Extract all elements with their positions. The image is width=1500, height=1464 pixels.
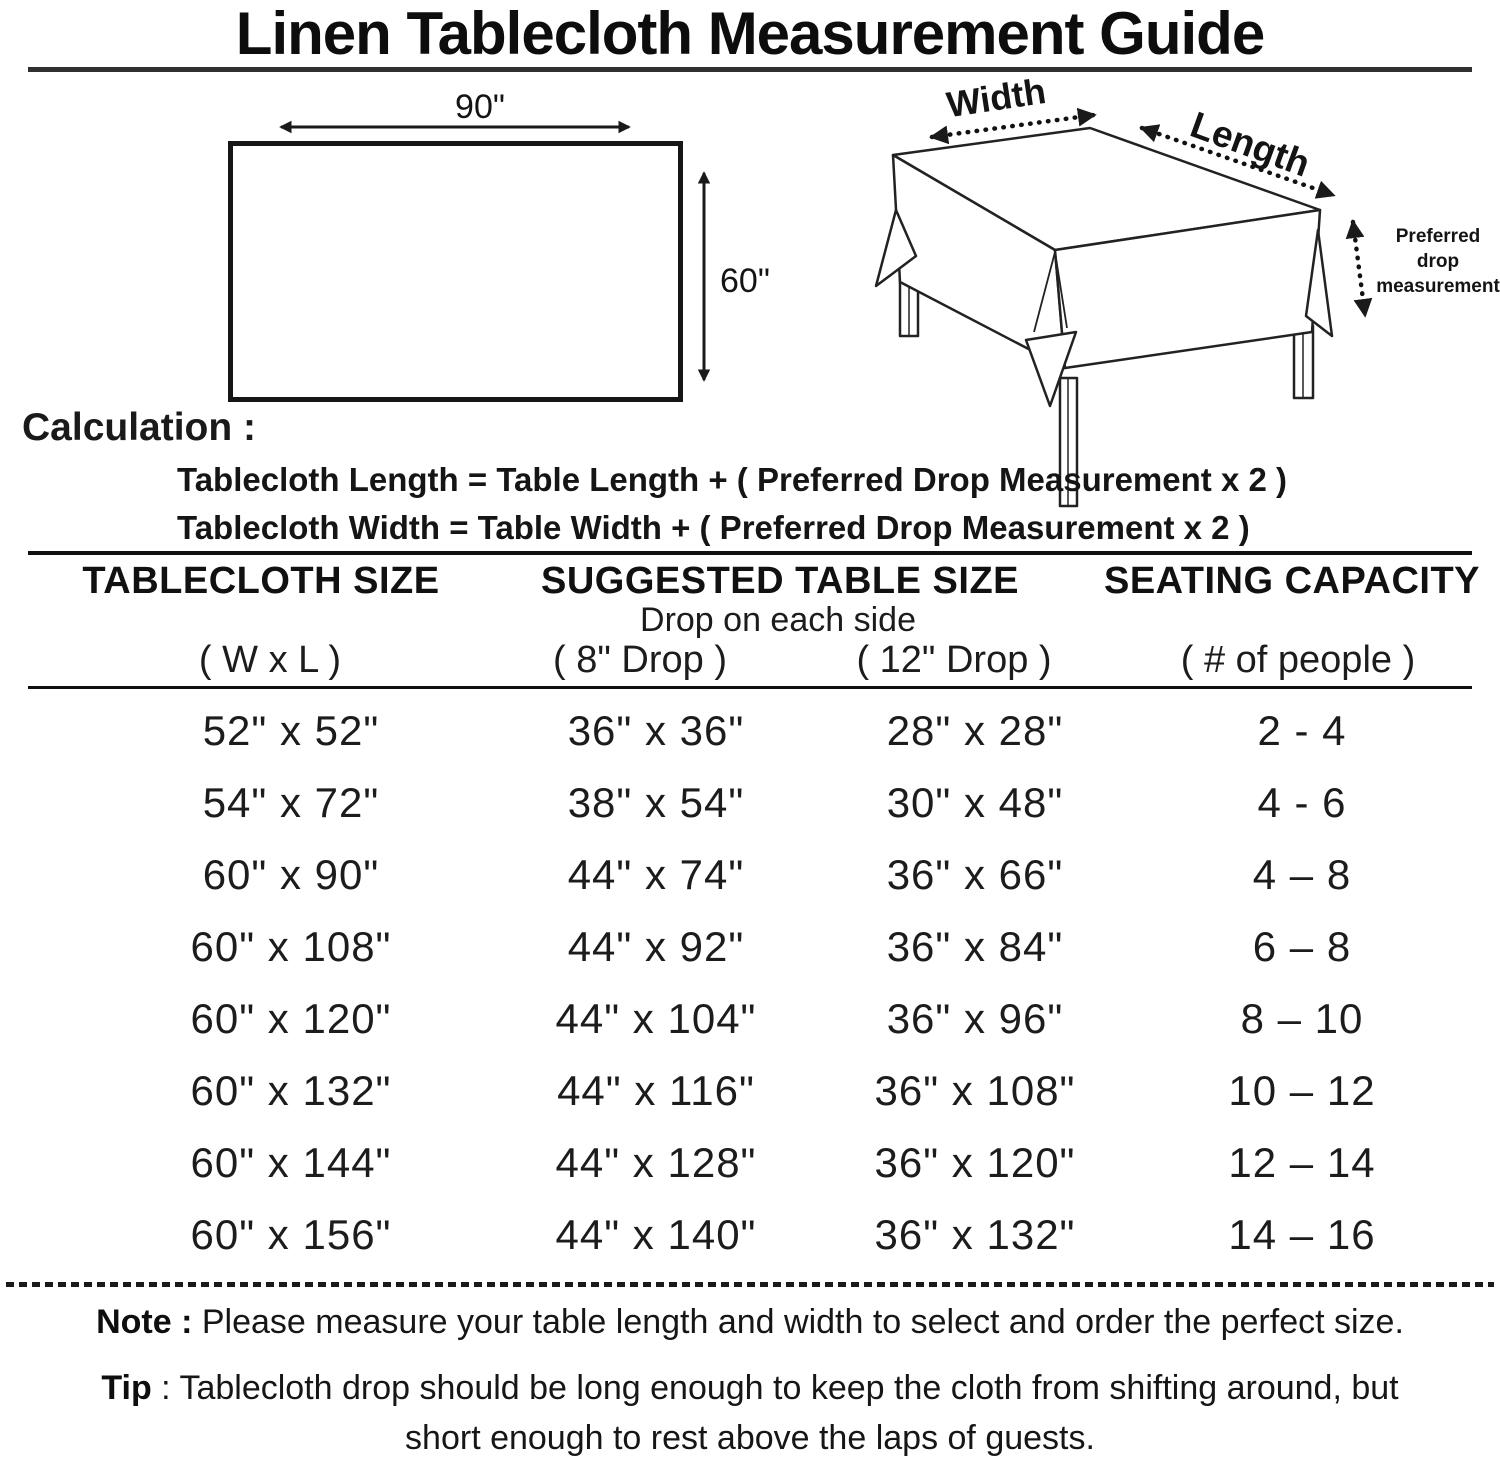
tip-text-1: : Tablecloth drop should be long enough to keep the cloth from shifting around, but [151, 1369, 1399, 1407]
size-table-body [0, 695, 1500, 1271]
table-row [0, 983, 1500, 1055]
cell-table-size-12drop: 30" x 48" [886, 779, 1064, 826]
header-drop-note: Drop on each side [640, 601, 916, 639]
drop-dotted-arrow-icon [1353, 222, 1365, 315]
subheader-wxl: ( W x L ) [198, 639, 342, 681]
cell-table-size-8drop: 44" x 116" [557, 1067, 755, 1114]
cell-seating: 6 – 8 [1252, 923, 1352, 970]
cell-seating: 12 – 14 [1228, 1139, 1376, 1186]
cell-table-size-8drop: 44" x 140" [555, 1211, 757, 1258]
tablecloth-rectangle [231, 144, 681, 400]
cell-table-size-8drop: 36" x 36" [567, 707, 745, 754]
cell-table-size-12drop: 36" x 84" [886, 923, 1064, 970]
note-label: Note : [96, 1303, 193, 1341]
cell-tablecloth-size: 52" x 52" [202, 707, 380, 754]
cell-seating: 8 – 10 [1240, 995, 1364, 1042]
flat-tablecloth-diagram [180, 80, 800, 420]
cell-table-size-12drop: 28" x 28" [886, 707, 1064, 754]
cell-tablecloth-size: 60" x 144" [190, 1139, 392, 1186]
cell-seating: 10 – 12 [1228, 1067, 1376, 1114]
table-row [0, 1055, 1500, 1127]
subheader-8-drop: ( 8" Drop ) [553, 639, 727, 681]
length-formula: Tablecloth Length = Table Length + ( Preferred Drop Measurement x 2 ) [177, 461, 1287, 498]
cell-table-size-12drop: 36" x 120" [874, 1139, 1076, 1186]
cell-table-size-12drop: 36" x 96" [886, 995, 1064, 1042]
cell-tablecloth-size: 54" x 72" [202, 779, 380, 826]
header-bottom-divider [28, 686, 1472, 689]
tip-line-2 [0, 1419, 1500, 1458]
calculation-heading: Calculation : [22, 406, 257, 449]
cell-seating: 14 – 16 [1228, 1211, 1376, 1258]
subheader-people: ( # of people ) [1180, 639, 1416, 681]
svg-text:drop: drop [1416, 251, 1460, 272]
table-row [0, 1199, 1500, 1271]
header-tablecloth-size: TABLECLOTH SIZE [82, 560, 440, 602]
cell-table-size-12drop: 36" x 108" [874, 1067, 1076, 1114]
svg-text:measurement: measurement [1376, 276, 1500, 297]
cell-tablecloth-size: 60" x 132" [190, 1067, 392, 1114]
cell-tablecloth-size: 60" x 90" [202, 851, 380, 898]
cell-table-size-8drop: 44" x 128" [555, 1139, 757, 1186]
note-text: Please measure your table length and width to select and order the perfect size. [192, 1303, 1404, 1341]
table-row [0, 767, 1500, 839]
cell-seating: 2 - 4 [1257, 707, 1347, 754]
note-line [0, 1303, 1500, 1342]
header-suggested-table-size: SUGGESTED TABLE SIZE [540, 560, 1020, 602]
page-title: Linen Tablecloth Measurement Guide [235, 0, 1265, 67]
subheader-12-drop: ( 12" Drop ) [856, 639, 1052, 681]
cell-seating: 4 - 6 [1257, 779, 1347, 826]
tip-line-1 [0, 1369, 1500, 1408]
table-row [0, 695, 1500, 767]
length-label: Length [1185, 103, 1316, 185]
cell-tablecloth-size: 60" x 120" [190, 995, 392, 1042]
cell-table-size-12drop: 36" x 66" [886, 851, 1064, 898]
cell-table-size-8drop: 44" x 74" [567, 851, 745, 898]
flat-width-value: 90" [455, 88, 505, 126]
flat-height-value: 60" [720, 262, 770, 300]
tip-label: Tip [101, 1369, 152, 1407]
cell-table-size-8drop: 38" x 54" [567, 779, 745, 826]
footer-dashed-divider [6, 1282, 1494, 1287]
cell-tablecloth-size: 60" x 108" [190, 923, 392, 970]
cell-table-size-8drop: 44" x 92" [567, 923, 745, 970]
table-illustration [860, 70, 1500, 520]
drop-measurement-label [1376, 226, 1500, 297]
svg-text:Preferred: Preferred [1395, 226, 1481, 247]
width-label: Width [943, 70, 1049, 126]
width-formula: Tablecloth Width = Table Width + ( Preferred Drop Measurement x 2 ) [177, 509, 1250, 546]
cell-table-size-12drop: 36" x 132" [874, 1211, 1076, 1258]
table-row [0, 1127, 1500, 1199]
table-row [0, 911, 1500, 983]
cell-table-size-8drop: 44" x 104" [555, 995, 757, 1042]
header-seating-capacity: SEATING CAPACITY [1103, 560, 1481, 602]
table-drawing [876, 128, 1332, 506]
table-row [0, 839, 1500, 911]
tip-text-2: short enough to rest above the laps of guests. [405, 1419, 1095, 1457]
cell-tablecloth-size: 60" x 156" [190, 1211, 392, 1258]
table-top-divider [28, 551, 1472, 555]
cell-seating: 4 – 8 [1252, 851, 1352, 898]
